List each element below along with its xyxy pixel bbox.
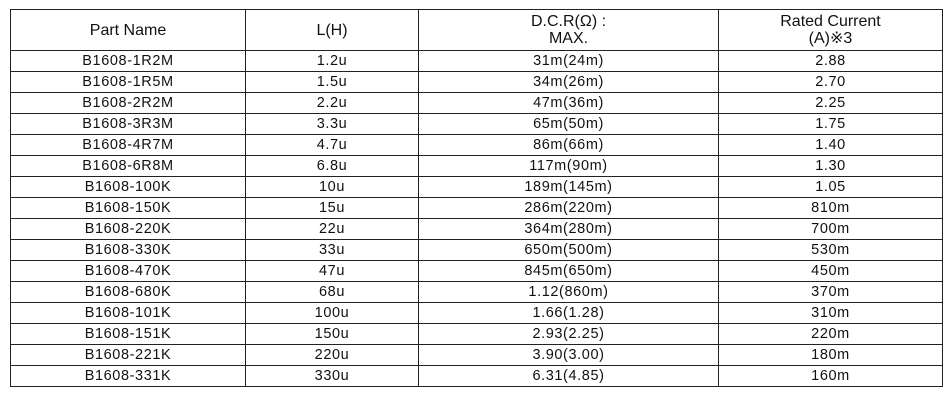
inductance-cell: 2.2u xyxy=(246,93,419,114)
rated-current-cell: 1.75 xyxy=(719,114,943,135)
rated-current-cell: 370m xyxy=(719,282,943,303)
rated-current-cell: 2.70 xyxy=(719,72,943,93)
part-name-cell: B1608-1R5M xyxy=(11,72,246,93)
dcr-cell: 650m(500m) xyxy=(419,240,719,261)
header-part-name-label: Part Name xyxy=(89,21,167,39)
dcr-cell: 845m(650m) xyxy=(419,261,719,282)
part-name-cell: B1608-330K xyxy=(11,240,246,261)
header-dcr-line1: D.C.R(Ω) : xyxy=(530,13,607,30)
inductance-cell: 68u xyxy=(246,282,419,303)
inductance-cell: 4.7u xyxy=(246,135,419,156)
inductance-cell: 33u xyxy=(246,240,419,261)
dcr-cell: 3.90(3.00) xyxy=(419,345,719,366)
table-row xyxy=(11,93,943,114)
table-row xyxy=(11,198,943,219)
inductance-cell: 330u xyxy=(246,366,419,387)
table-row xyxy=(11,177,943,198)
dcr-cell: 34m(26m) xyxy=(419,72,719,93)
part-name-cell: B1608-220K xyxy=(11,219,246,240)
table-row xyxy=(11,303,943,324)
dcr-cell: 1.66(1.28) xyxy=(419,303,719,324)
header-dcr-line2: MAX. xyxy=(548,30,589,47)
inductance-cell: 10u xyxy=(246,177,419,198)
table-row xyxy=(11,219,943,240)
part-name-cell: B1608-151K xyxy=(11,324,246,345)
rated-current-cell: 1.30 xyxy=(719,156,943,177)
rated-current-cell: 2.88 xyxy=(719,51,943,72)
part-name-cell: B1608-6R8M xyxy=(11,156,246,177)
header-dcr xyxy=(419,10,719,51)
table-row xyxy=(11,282,943,303)
rated-current-cell: 2.25 xyxy=(719,93,943,114)
rated-current-cell: 1.05 xyxy=(719,177,943,198)
rated-current-cell: 450m xyxy=(719,261,943,282)
part-name-cell: B1608-221K xyxy=(11,345,246,366)
part-name-cell: B1608-100K xyxy=(11,177,246,198)
inductance-cell: 100u xyxy=(246,303,419,324)
inductance-cell: 22u xyxy=(246,219,419,240)
table-body xyxy=(11,51,943,387)
rated-current-cell: 530m xyxy=(719,240,943,261)
rated-current-cell: 310m xyxy=(719,303,943,324)
part-name-cell: B1608-2R2M xyxy=(11,93,246,114)
inductance-cell: 15u xyxy=(246,198,419,219)
header-inductance-label: L(H) xyxy=(316,21,348,39)
part-name-cell: B1608-680K xyxy=(11,282,246,303)
rated-current-cell: 160m xyxy=(719,366,943,387)
part-name-cell: B1608-4R7M xyxy=(11,135,246,156)
part-name-cell: B1608-331K xyxy=(11,366,246,387)
header-inductance xyxy=(246,10,419,51)
inductance-cell: 1.2u xyxy=(246,51,419,72)
header-rated-current xyxy=(719,10,943,51)
dcr-cell: 364m(280m) xyxy=(419,219,719,240)
inductance-cell: 150u xyxy=(246,324,419,345)
inductance-cell: 3.3u xyxy=(246,114,419,135)
dcr-cell: 31m(24m) xyxy=(419,51,719,72)
rated-current-cell: 810m xyxy=(719,198,943,219)
table-row xyxy=(11,51,943,72)
table-row xyxy=(11,345,943,366)
part-name-cell: B1608-101K xyxy=(11,303,246,324)
header-current-line1: Rated Current xyxy=(780,13,881,30)
table-row xyxy=(11,135,943,156)
inductance-cell: 47u xyxy=(246,261,419,282)
rated-current-cell: 1.40 xyxy=(719,135,943,156)
inductance-cell: 220u xyxy=(246,345,419,366)
inductor-spec-table xyxy=(10,9,943,387)
table-row xyxy=(11,240,943,261)
inductance-cell: 1.5u xyxy=(246,72,419,93)
dcr-cell: 2.93(2.25) xyxy=(419,324,719,345)
dcr-cell: 6.31(4.85) xyxy=(419,366,719,387)
rated-current-cell: 700m xyxy=(719,219,943,240)
rated-current-cell: 180m xyxy=(719,345,943,366)
dcr-cell: 47m(36m) xyxy=(419,93,719,114)
inductance-cell: 6.8u xyxy=(246,156,419,177)
table-row xyxy=(11,72,943,93)
table-header xyxy=(11,10,943,51)
table-row xyxy=(11,114,943,135)
rated-current-cell: 220m xyxy=(719,324,943,345)
dcr-cell: 1.12(860m) xyxy=(419,282,719,303)
dcr-cell: 189m(145m) xyxy=(419,177,719,198)
header-current-line2: (A)※3 xyxy=(808,30,853,47)
dcr-cell: 286m(220m) xyxy=(419,198,719,219)
header-part-name xyxy=(11,10,246,51)
part-name-cell: B1608-1R2M xyxy=(11,51,246,72)
table-row xyxy=(11,366,943,387)
part-name-cell: B1608-3R3M xyxy=(11,114,246,135)
table-row xyxy=(11,261,943,282)
dcr-cell: 117m(90m) xyxy=(419,156,719,177)
part-name-cell: B1608-470K xyxy=(11,261,246,282)
dcr-cell: 65m(50m) xyxy=(419,114,719,135)
header-row xyxy=(11,10,943,51)
table-row xyxy=(11,156,943,177)
part-name-cell: B1608-150K xyxy=(11,198,246,219)
dcr-cell: 86m(66m) xyxy=(419,135,719,156)
table-row xyxy=(11,324,943,345)
